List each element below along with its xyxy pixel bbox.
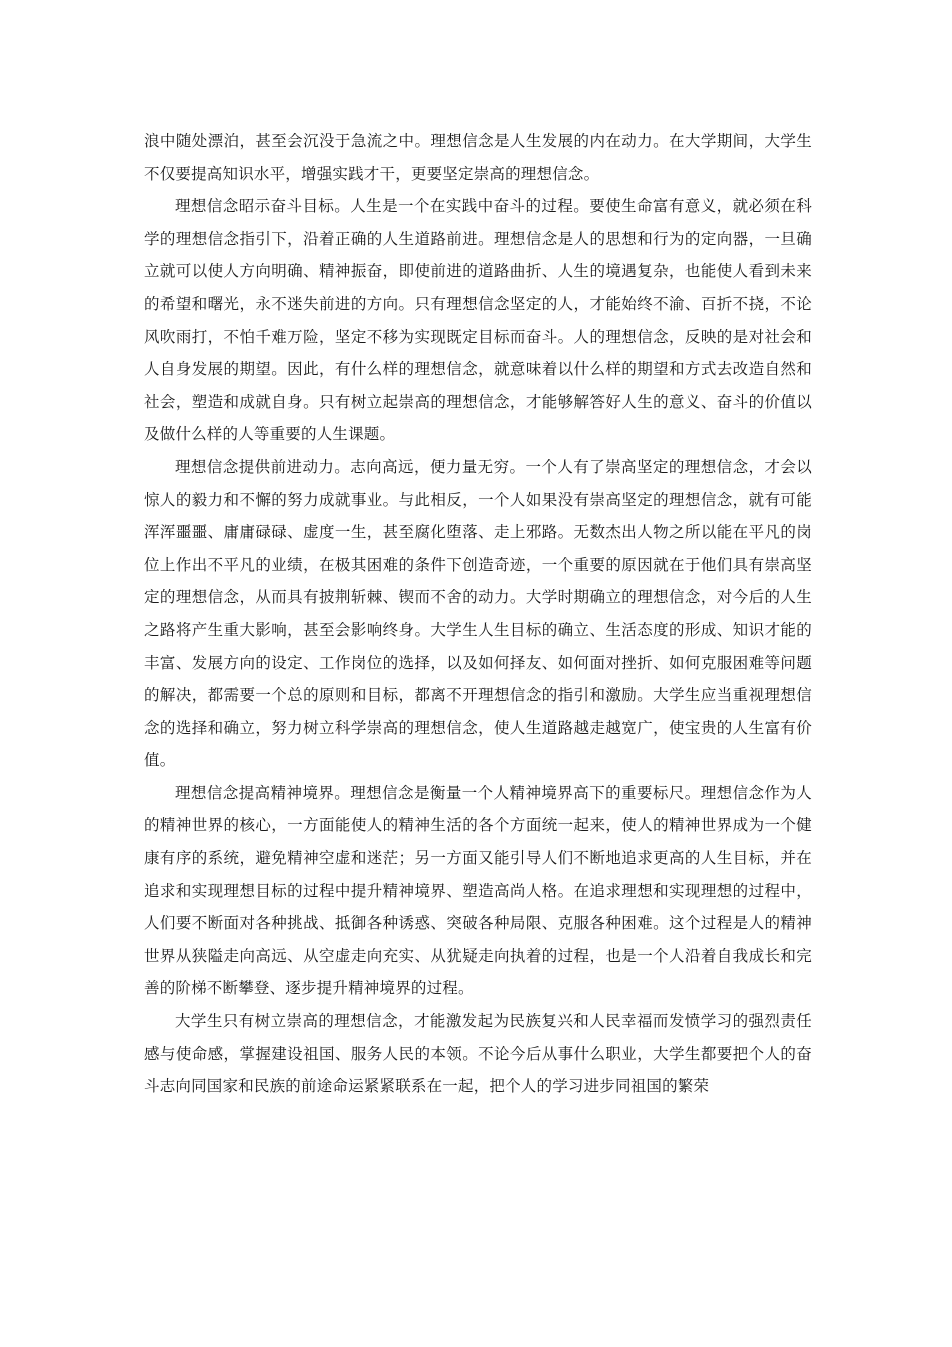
paragraph-1: 浪中随处漂泊，甚至会沉没于急流之中。理想信念是人生发展的内在动力。在大学期间，大学生不仅要提高知识水平，增强实践才干，更要坚定崇高的理想信念。 <box>144 132 812 183</box>
paragraph-5: 大学生只有树立崇高的理想信念，才能激发起为民族复兴和人民幸福而发愤学习的强烈责任感与使命感，掌握建设祖国、服务人民的本领。不论今后从事什么职业，大学生都要把个人的奋斗志向同国家和民族的前途命运紧紧联系在一起，把个人的学习进步同祖国的繁荣 <box>144 1012 812 1096</box>
paragraph-3: 理想信念提供前进动力。志向高远，便力量无穷。一个人有了崇高坚定的理想信念，才会以惊人的毅力和不懈的努力成就事业。与此相反，一个人如果没有崇高坚定的理想信念，就有可能浑浑噩噩、庸庸碌碌、虚度一生，甚至腐化堕落、走上邪路。无数杰出人物之所以能在平凡的岗位上作出不平凡的业绩，在极其困难的条件下创造奇迹，一个重要的原因就在于他们具有崇高坚定的理想信念，从而具有披荆斩棘、锲而不舍的动力。大学时期确立的理想信念，对今后的人生之路将产生重大影响，甚至会影响终身。大学生人生目标的确立、生活态度的形成、知识才能的丰富、发展方向的设定、工作岗位的选择，以及如何择友、如何面对挫折、如何克服困难等问题的解决，都需要一个总的原则和目标，都离不开理想信念的指引和激励。大学生应当重视理想信念的选择和确立，努力树立科学崇高的理想信念，使人生道路越走越宽广，使宝贵的人生富有价值。 <box>144 457 812 770</box>
paragraph-2: 理想信念昭示奋斗目标。人生是一个在实践中奋斗的过程。要使生命富有意义，就必须在科学的理想信念指引下，沿着正确的人生道路前进。理想信念是人的思想和行为的定向器，一旦确立就可以使人方向明确、精神振奋，即使前进的道路曲折、人生的境遇复杂，也能使人看到未来的希望和曙光，永不迷失前进的方向。只有理想信念坚定的人，才能始终不渝、百折不挠，不论风吹雨打，不怕千难万险，坚定不移为实现既定目标而奋斗。人的理想信念，反映的是对社会和人自身发展的期望。因此，有什么样的理想信念，就意味着以什么样的期望和方式去改造自然和社会，塑造和成就自身。只有树立起崇高的理想信念，才能够解答好人生的意义、奋斗的价值以及做什么样的人等重要的人生课题。 <box>144 197 812 444</box>
paragraph-4: 理想信念提高精神境界。理想信念是衡量一个人精神境界高下的重要标尺。理想信念作为人的精神世界的核心，一方面能使人的精神生活的各个方面统一起来，使人的精神世界成为一个健康有序的系统，避免精神空虚和迷茫；另一方面又能引导人们不断地追求更高的人生目标，并在追求和实现理想目标的过程中提升精神境界、塑造高尚人格。在追求理想和实现理想的过程中，人们要不断面对各种挑战、抵御各种诱惑、突破各种局限、克服各种困难。这个过程是人的精神世界从狭隘走向高远、从空虚走向充实、从犹疑走向执着的过程，也是一个人沿着自我成长和完善的阶梯不断攀登、逐步提升精神境界的过程。 <box>144 783 812 998</box>
document-page <box>144 125 812 1103</box>
